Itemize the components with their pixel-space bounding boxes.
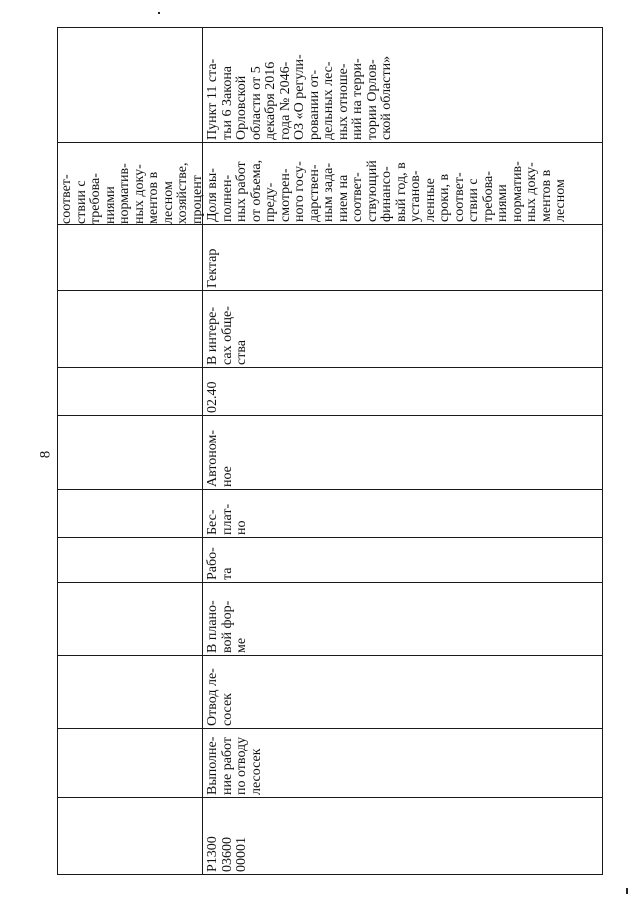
cell-institution: Автоном- ное [205,429,235,487]
column-separator [57,367,603,368]
column-separator [57,537,603,538]
column-separator [57,489,603,490]
cell-legal-basis: Пункт 11 ста- тьи 6 Закона Орловской области от 5 декабря 2016 года № 2046- ОЗ «О регули- ровании от- дельных лес- ных отноше- ний на терри- тории Орлов- ской области» [205,54,394,140]
column-separator [57,655,603,656]
cell-okved: 02.40 [205,381,220,413]
table-border-top [57,27,603,28]
column-separator [57,224,603,225]
cell-type: Рабо- та [205,547,235,580]
table-border-left [57,27,58,874]
column-separator [57,582,603,583]
column-separator [57,797,603,798]
cell-purpose: В интере- сах обще- ства [205,306,249,365]
column-separator [57,290,603,291]
table-border-bottom [57,874,603,875]
cell-content: Отвод ле- сосек [205,668,235,726]
scan-speck [158,12,160,14]
cell-unit: Гектар [205,248,220,288]
page-number: 8 [37,450,54,459]
cell-code: Р1300 03600 00001 [205,836,249,872]
column-separator [57,728,603,729]
cell-form: В плано- вой фор- ме [205,600,249,653]
cell-requirements-continued: соответ- ствии с требова- ниями норматив- ных доку- ментов в лесном хозяйстве, процент [59,162,205,224]
table-border-right [602,27,603,874]
table-row-separator [202,27,203,874]
column-separator [57,142,603,143]
cell-name: Выполне- ние работ по отводу лесосек [205,736,264,795]
scan-speck [626,888,628,894]
cell-indicator: Доля вы- полнен- ных работ от объема, преду- смотрен- ного госу- дарствен- ным зада- нием на соответ- ствующий финансо- вый год, в установ- ленные сроки, в соответ- ствии с требова- ниями норматив- ных доку- ментов в лесном [205,159,568,222]
column-separator [57,415,603,416]
cell-payment: Бес- плат- но [205,503,249,535]
